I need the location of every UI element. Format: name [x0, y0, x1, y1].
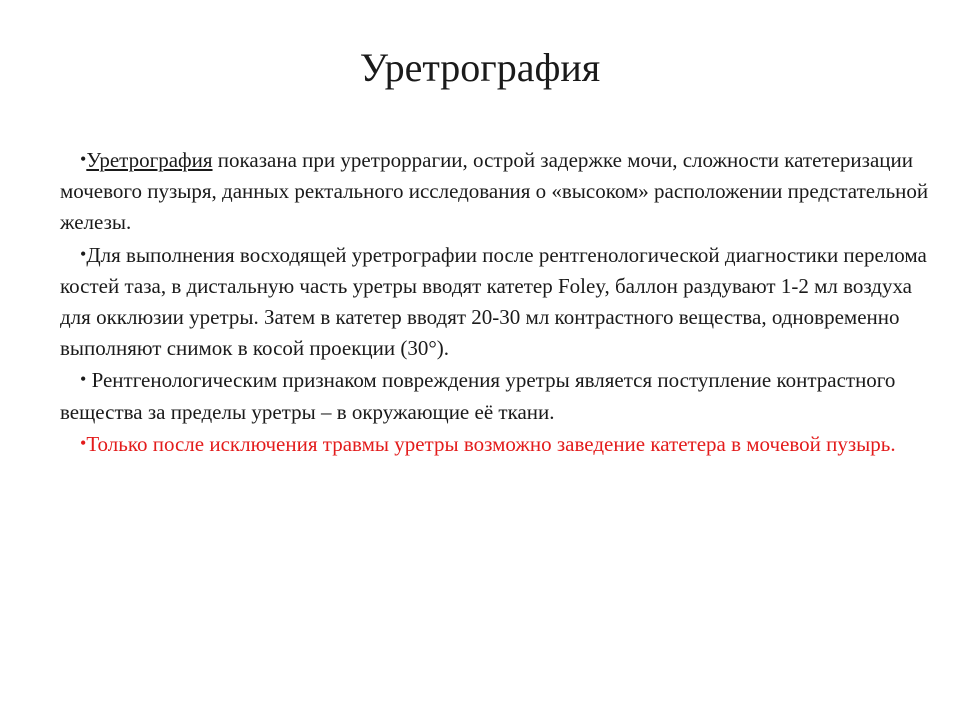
bullet-procedure: [60, 239, 930, 365]
bullet-text: Для выполнения восходящей уретрографии после рентгенологической диагностики перелома костей таза, в дистальную часть уретры вводят катетер Foley, баллон раздувают 1-2 мл воздуха для окклюзии уретры. Затем в катетер вводят 20-30 мл контрастного вещества, одновременно выполняют снимок в косой проекции (30°).: [60, 242, 927, 361]
bullet-text: Рентгенологическим признаком повреждения уретры является поступление контрастного вещества за пределы уретры – в окружающие её ткани.: [60, 368, 896, 424]
bullet-indications: [60, 144, 930, 239]
bullet-marker: •: [80, 369, 87, 390]
term-urethrography: Уретрография: [86, 148, 213, 172]
slide-title: Уретрография: [359, 45, 601, 90]
bullet-text: Только после исключения травмы уретры возможно заведение катетера в мочевой пузырь.: [86, 431, 896, 456]
bullet-marker: •: [80, 432, 87, 453]
slide-body: [60, 144, 930, 460]
bullet-catheter-warning: [60, 428, 930, 460]
bullet-marker: •: [80, 243, 87, 264]
bullet-marker: •: [80, 149, 87, 169]
bullet-radiologic-sign: [60, 364, 930, 427]
bullet-text: показана при уретроррагии, острой задержке мочи, сложности катетеризации мочевого пузыря, данных ректального исследования о «высоком» расположении предстательной железы.: [60, 148, 929, 235]
